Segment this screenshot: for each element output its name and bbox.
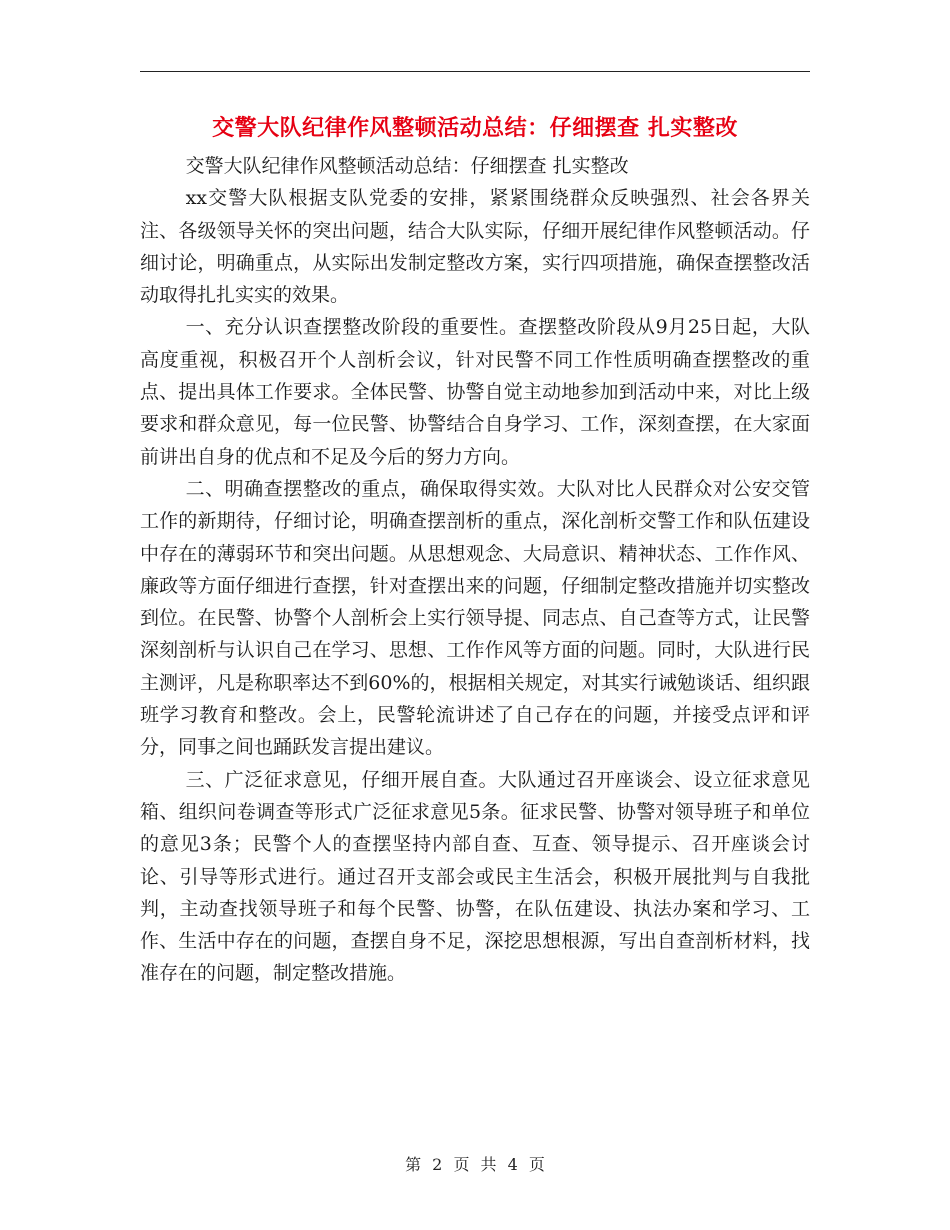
section-one-paragraph: 一、充分认识查摆整改阶段的重要性。查摆整改阶段从9月25日起，大队高度重视，积极召开个人剖析会议，针对民警不同工作性质明确查摆整改的重点、提出具体工作要求。全体民警、协警自觉主动地参加到活动中来，对比上级要求和群众意见，每一位民警、协警结合自身学习、工作，深刻查摆，在大家面前讲出自身的优点和不足及今后的努力方向。: [140, 316, 810, 468]
document-body: [140, 150, 810, 990]
section-three-paragraph: 三、广泛征求意见，仔细开展自查。大队通过召开座谈会、设立征求意见箱、组织问卷调查等形式广泛征求意见5条。征求民警、协警对领导班子和单位的意见3条；民警个人的查摆坚持内部自查、互查、领导提示、召开座谈会讨论、引导等形式进行。通过召开支部会或民主生活会，积极开展批判与自我批判，主动查找领导班子和每个民警、协警，在队伍建设、执法办案和学习、工作、生活中存在的问题，查摆自身不足，深挖思想根源，写出自查剖析材料，找准存在的问题，制定整改措施。: [140, 768, 810, 985]
document-title: 交警大队纪律作风整顿活动总结：仔细摆查 扎实整改: [212, 115, 738, 141]
intro-paragraph: xx交警大队根据支队党委的安排，紧紧围绕群众反映强烈、社会各界关注、各级领导关怀的突出问题，结合大队实际，仔细开展纪律作风整顿活动。仔细讨论，明确重点，从实际出发制定整改方案，实行四项措施，确保查摆整改活动取得扎扎实实的效果。: [140, 187, 810, 307]
subtitle-paragraph: 交警大队纪律作风整顿活动总结：仔细摆查 扎实整改: [185, 155, 629, 177]
section-two-paragraph: 二、明确查摆整改的重点，确保取得实效。大队对比人民群众对公安交管工作的新期待，仔细讨论，明确查摆剖析的重点，深化剖析交警工作和队伍建设中存在的薄弱环节和突出问题。从思想观念、大局意识、精神状态、工作作风、廉政等方面仔细进行查摆，针对查摆出来的问题，仔细制定整改措施并切实整改到位。在民警、协警个人剖析会上实行领导提、同志点、自己查等方式，让民警深刻剖析与认识自己在学习、思想、工作作风等方面的问题。同时，大队进行民主测评，凡是称职率达不到60%的，根据相关规定，对其实行诫勉谈话、组织跟班学习教育和整改。会上，民警轮流讲述了自己存在的问题，并接受点评和评分，同事之间也踊跃发言提出建议。: [140, 477, 810, 759]
page-number: 第 2 页 共 4 页: [405, 1155, 545, 1174]
header-rule: [140, 71, 810, 72]
